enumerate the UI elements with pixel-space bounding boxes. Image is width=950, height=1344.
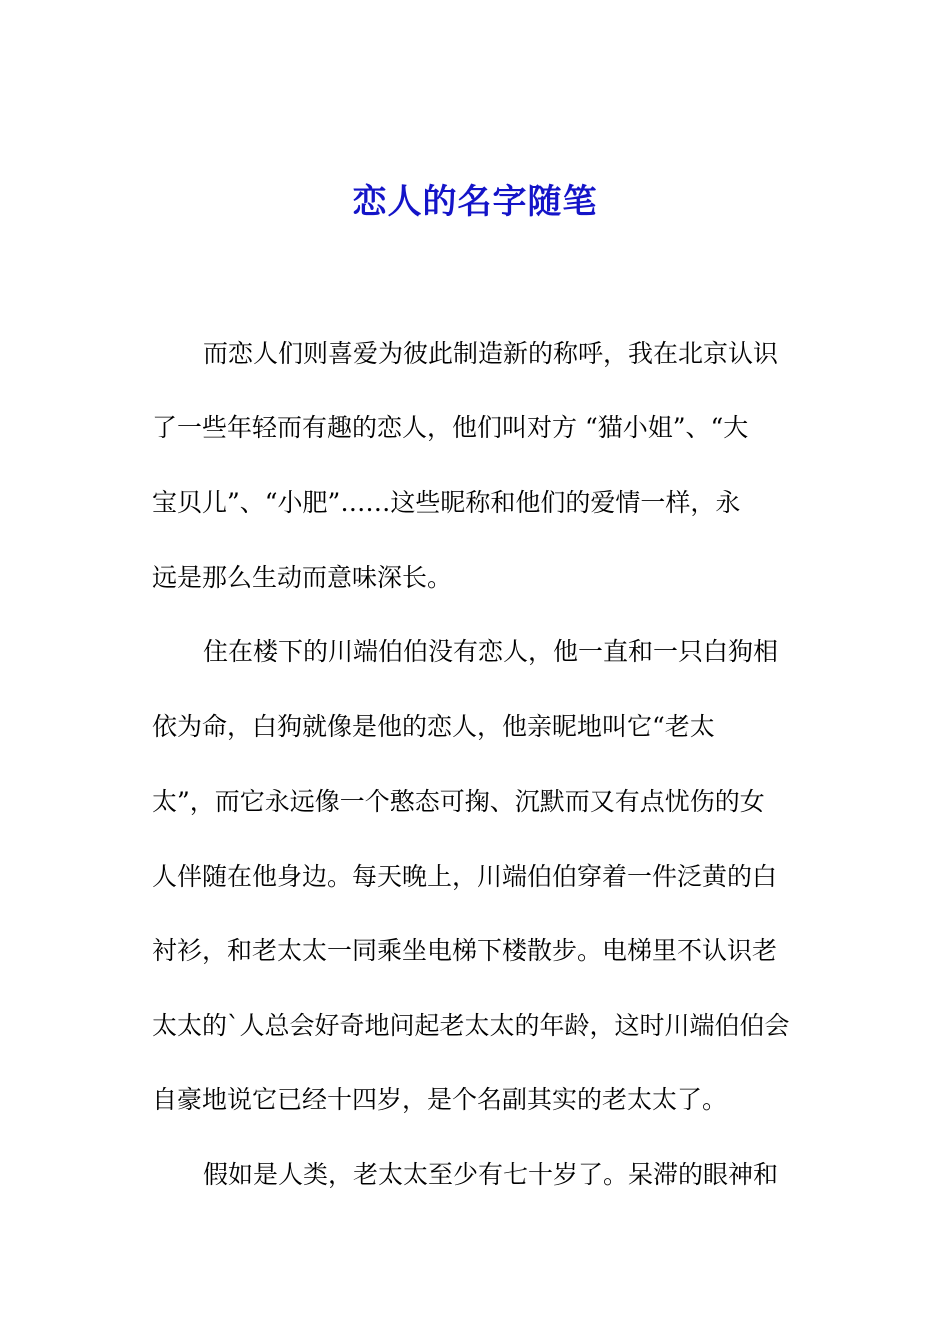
- paragraph-2-line-6: 太太的`人总会好奇地问起老太太的年龄，这时川端伯伯会: [152, 1011, 790, 1040]
- paragraph-2-line-7: 自豪地说它已经十四岁，是个名副其实的老太太了。: [152, 1085, 728, 1114]
- paragraph-2-line-1: 住在楼下的川端伯伯没有恋人，他一直和一只白狗相: [203, 637, 779, 666]
- paragraph-3-line-1: 假如是人类，老太太至少有七十岁了。呆滞的眼神和: [203, 1160, 779, 1189]
- paragraph-1-line-2: 了一些年轻而有趣的恋人，他们叫对方 “猫小姐”、“大: [152, 413, 749, 442]
- paragraph-2-line-4: 人伴随在他身边。每天晚上，川端伯伯穿着一件泛黄的白: [152, 862, 778, 891]
- paragraph-1-line-1: 而恋人们则喜爱为彼此制造新的称呼，我在北京认识: [203, 339, 779, 368]
- paragraph-2-line-2: 依为命，白狗就像是他的恋人，他亲昵地叫它“老太: [152, 712, 715, 741]
- paragraph-1-line-3: 宝贝儿”、“小肥”……这些昵称和他们的爱情一样，永: [152, 488, 741, 517]
- document-title: 恋人的名字随笔: [352, 182, 598, 222]
- paragraph-1-line-4: 远是那么生动而意味深长。: [152, 563, 453, 592]
- paragraph-2-line-3: 太”，而它永远像一个憨态可掬、沉默而又有点忧伤的女: [152, 787, 765, 816]
- paragraph-2-line-5: 衬衫，和老太太一同乘坐电梯下楼散步。电梯里不认识老: [152, 936, 778, 965]
